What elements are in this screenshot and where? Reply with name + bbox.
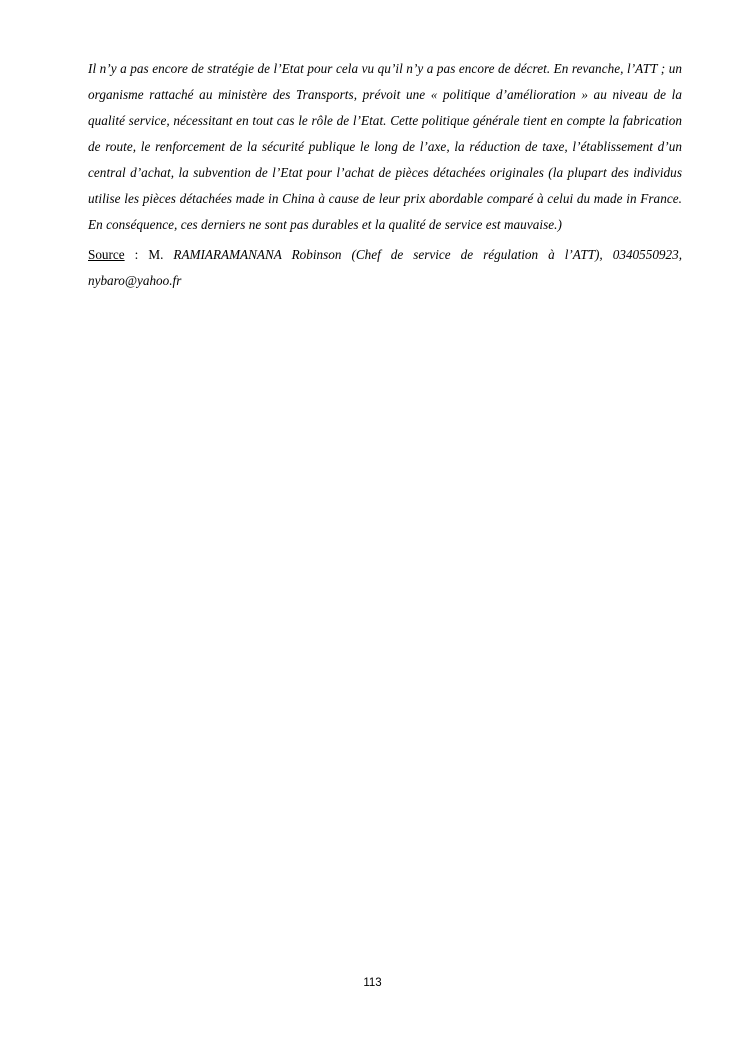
source-label: Source [88,247,125,262]
source-separator: : [124,247,149,262]
document-body [88,56,682,294]
source-detail: RAMIARAMANANA Robinson (Chef de service de régulation à l’ATT), 0340550923, nybaro@yahoo.fr [88,247,682,288]
page-number: 113 [363,977,382,989]
source-title: M. [148,247,174,262]
interview-quote-paragraph: Il n’y a pas encore de stratégie de l’Etat pour cela vu qu’il n’y a pas encore de décret. En revanche, l’ATT ; un organisme rattaché au ministère des Transports, prévoit une « politique d’amélioration » au niveau de la qualité service, nécessitant en tout cas le rôle de l’Etat. Cette politique générale tient en compte la fabrication de route, le renforcement de la sécurité publique le long de l’axe, la réduction de taxe, l’établissement d’un central d’achat, la subvention de l’Etat pour l’achat de pièces détachées originales (la plupart des individus utilise les pièces détachées made in China à cause de leur prix abordable comparé à celui du made in France. En conséquence, ces derniers ne sont pas durables et la qualité de service est mauvaise.) [88,61,682,232]
source-citation [88,242,682,294]
